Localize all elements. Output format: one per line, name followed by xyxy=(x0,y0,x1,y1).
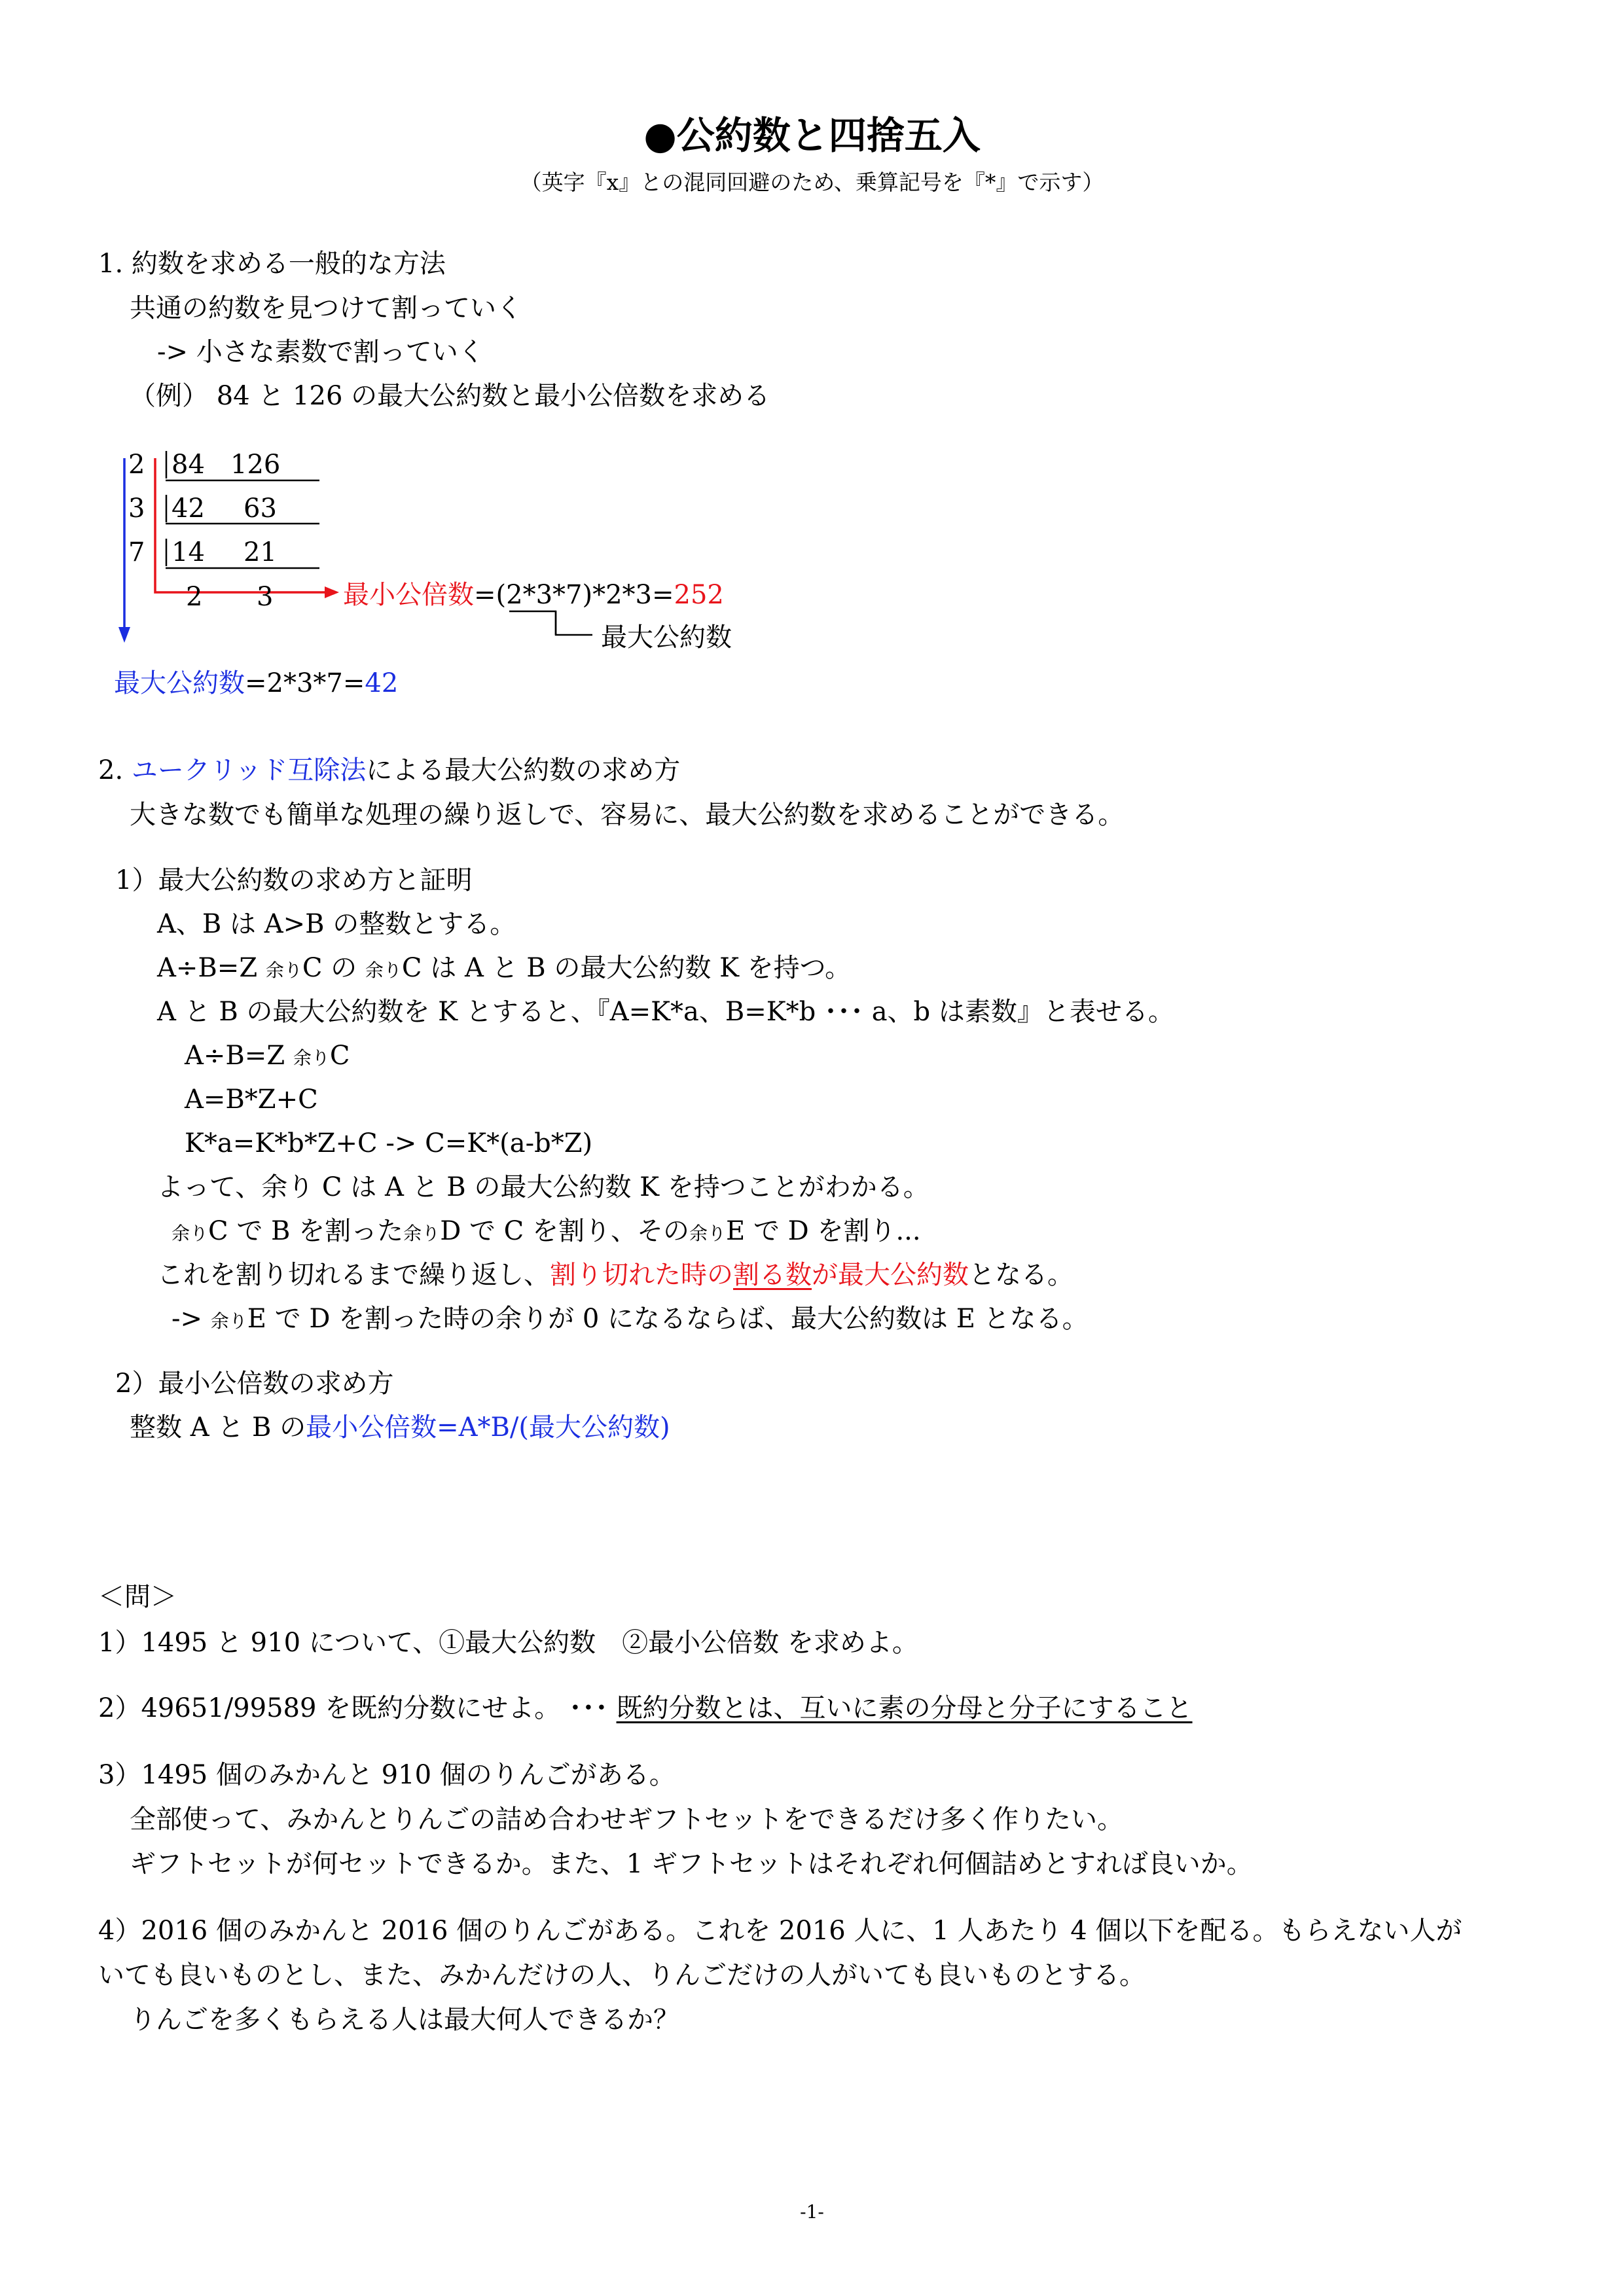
gcd-result xyxy=(114,670,398,696)
highlight-red-underlined: 割る数 xyxy=(733,1260,812,1290)
remainder-small: 余り xyxy=(265,960,302,981)
page-number: -1- xyxy=(800,2201,824,2223)
text: C で B を割った xyxy=(208,1216,404,1246)
text: -> xyxy=(171,1304,211,1334)
sub1-line8 xyxy=(171,1218,921,1244)
row3-b: 21 xyxy=(244,537,277,567)
question-2 xyxy=(98,1695,1193,1721)
question-3-line2: 全部使って、みかんとりんごの詰め合わせギフトセットをできるだけ多く作りたい。 xyxy=(130,1804,1123,1835)
sub1-line6: K*a=K*b*Z+C -> C=K*(a-b*Z) xyxy=(185,1128,593,1158)
text: 整数 A と B の xyxy=(130,1412,306,1443)
sub1-line3: A と B の最大公約数を K とすると、『A=K*a、B=K*b ･･･ a、b は素数』と表せる。 xyxy=(157,997,1174,1027)
gcd-note: 最大公約数 xyxy=(601,622,732,653)
section2-heading-rest: による最大公約数の求め方 xyxy=(366,755,681,785)
remainder-small: 余り xyxy=(365,960,402,981)
sub2-heading: 2）最小公倍数の求め方 xyxy=(115,1369,394,1399)
section2-heading xyxy=(98,757,680,783)
text: これを割り切れるまで繰り返し、 xyxy=(157,1260,550,1290)
remainder-small: 余り xyxy=(293,1047,330,1069)
text: E で D を割り... xyxy=(726,1216,921,1246)
question-1: 1）1495 と 910 について、①最大公約数 ②最小公倍数 を求めよ。 xyxy=(98,1628,918,1658)
sub1-line5: A=B*Z+C xyxy=(185,1085,318,1115)
question-4-line3: りんごを多くもらえる人は最大何人できるか？ xyxy=(130,2005,679,2035)
section2-intro: 大きな数でも簡単な処理の繰り返しで、容易に、最大公約数を求めることができる。 xyxy=(130,800,1125,830)
lcm-gcd-part: (2*3*7) xyxy=(496,580,593,610)
text: E で D を割った時の余りが 0 になるならば、最大公約数は E となる。 xyxy=(247,1304,1089,1334)
questions-heading: ＜問＞ xyxy=(98,1582,177,1612)
section1-heading: 1. 約数を求める一般的な方法 xyxy=(98,249,446,279)
text: C の xyxy=(302,953,365,983)
lcm-expression xyxy=(343,582,724,608)
row1-b: 126 xyxy=(230,450,281,480)
text: となる。 xyxy=(969,1260,1074,1290)
page-title: ●公約数と四捨五入 xyxy=(643,113,981,158)
question-4-line1: 4）2016 個のみかんと 2016 個のりんごがある。これを 2016 人に、1 人あたり 4 個以下を配る。もらえない人が xyxy=(98,1916,1462,1946)
gcd-expr: =2*3*7= xyxy=(245,668,365,698)
section1-line1: 共通の約数を見つけて割っていく xyxy=(130,293,522,323)
text: A÷B=Z xyxy=(157,953,266,983)
sub1-line10 xyxy=(171,1306,1089,1332)
text: D で C を割り、その xyxy=(440,1216,690,1246)
section1-example: （例） 84 と 126 の最大公約数と最小公倍数を求める xyxy=(130,381,770,411)
remainder-small: 余り xyxy=(403,1223,441,1244)
sub1-line7: よって、余り C は A と B の最大公約数 K を持つことがわかる。 xyxy=(157,1172,929,1202)
remainder-small: 余り xyxy=(210,1310,247,1332)
question-3-line1: 3）1495 個のみかんと 910 個のりんごがある。 xyxy=(98,1760,676,1790)
remainder-small: 余り xyxy=(689,1223,727,1244)
sub1-heading: 1）最大公約数の求め方と証明 xyxy=(115,865,473,895)
bottom-2: 3 xyxy=(257,582,274,612)
sub1-line9 xyxy=(157,1262,1074,1288)
row2-a: 42 xyxy=(171,493,205,524)
lcm-eq: = xyxy=(474,580,496,610)
definition-underlined: 既約分数とは、互いに素の分母と分子にすること xyxy=(616,1693,1193,1723)
divisor-3: 7 xyxy=(128,537,145,567)
lcm-rest: *2*3= xyxy=(592,580,674,610)
row2-b: 63 xyxy=(244,493,277,524)
question-3-line3: ギフトセットが何セットできるか。また、1 ギフトセットはそれぞれ何個詰めとすれば良いか。 xyxy=(130,1849,1253,1879)
gcd-label: 最大公約数 xyxy=(114,668,245,698)
row3-a: 14 xyxy=(171,537,205,567)
question-4-line2: いても良いものとし、また、みかんだけの人、りんごだけの人がいても良いものとする。 xyxy=(98,1960,1146,1990)
text: A÷B=Z xyxy=(185,1041,293,1071)
section2-number: 2. xyxy=(98,755,132,785)
lcm-label: 最小公倍数 xyxy=(343,580,474,610)
page-subtitle: （英字『x』との混同回避のため、乗算記号を『*』で示す） xyxy=(520,170,1104,195)
divisor-2: 3 xyxy=(128,493,145,524)
sub1-line1: A、B は A>B の整数とする。 xyxy=(157,909,516,939)
text: C xyxy=(329,1041,350,1071)
text: 2）49651/99589 を既約分数にせよ。 ･･･ xyxy=(98,1693,617,1723)
divisor-1: 2 xyxy=(128,450,145,480)
lcm-value: 252 xyxy=(674,580,724,610)
sub1-line4 xyxy=(185,1043,350,1069)
row1-a: 84 xyxy=(171,450,205,480)
sub2-line1 xyxy=(130,1414,670,1441)
highlight-red: が最大公約数 xyxy=(812,1260,969,1290)
text: C は A と B の最大公約数 K を持つ。 xyxy=(401,953,852,983)
sub1-line2 xyxy=(157,955,851,981)
remainder-small: 余り xyxy=(171,1223,209,1244)
bottom-1: 2 xyxy=(186,582,203,612)
section1-line2: -> 小さな素数で割っていく xyxy=(157,337,484,367)
euclid-term: ユークリッド互除法 xyxy=(131,755,367,785)
lcm-formula: 最小公倍数=A*B/(最大公約数) xyxy=(306,1412,670,1443)
highlight-red: 割り切れた時の xyxy=(550,1260,733,1290)
gcd-value: 42 xyxy=(365,668,399,698)
